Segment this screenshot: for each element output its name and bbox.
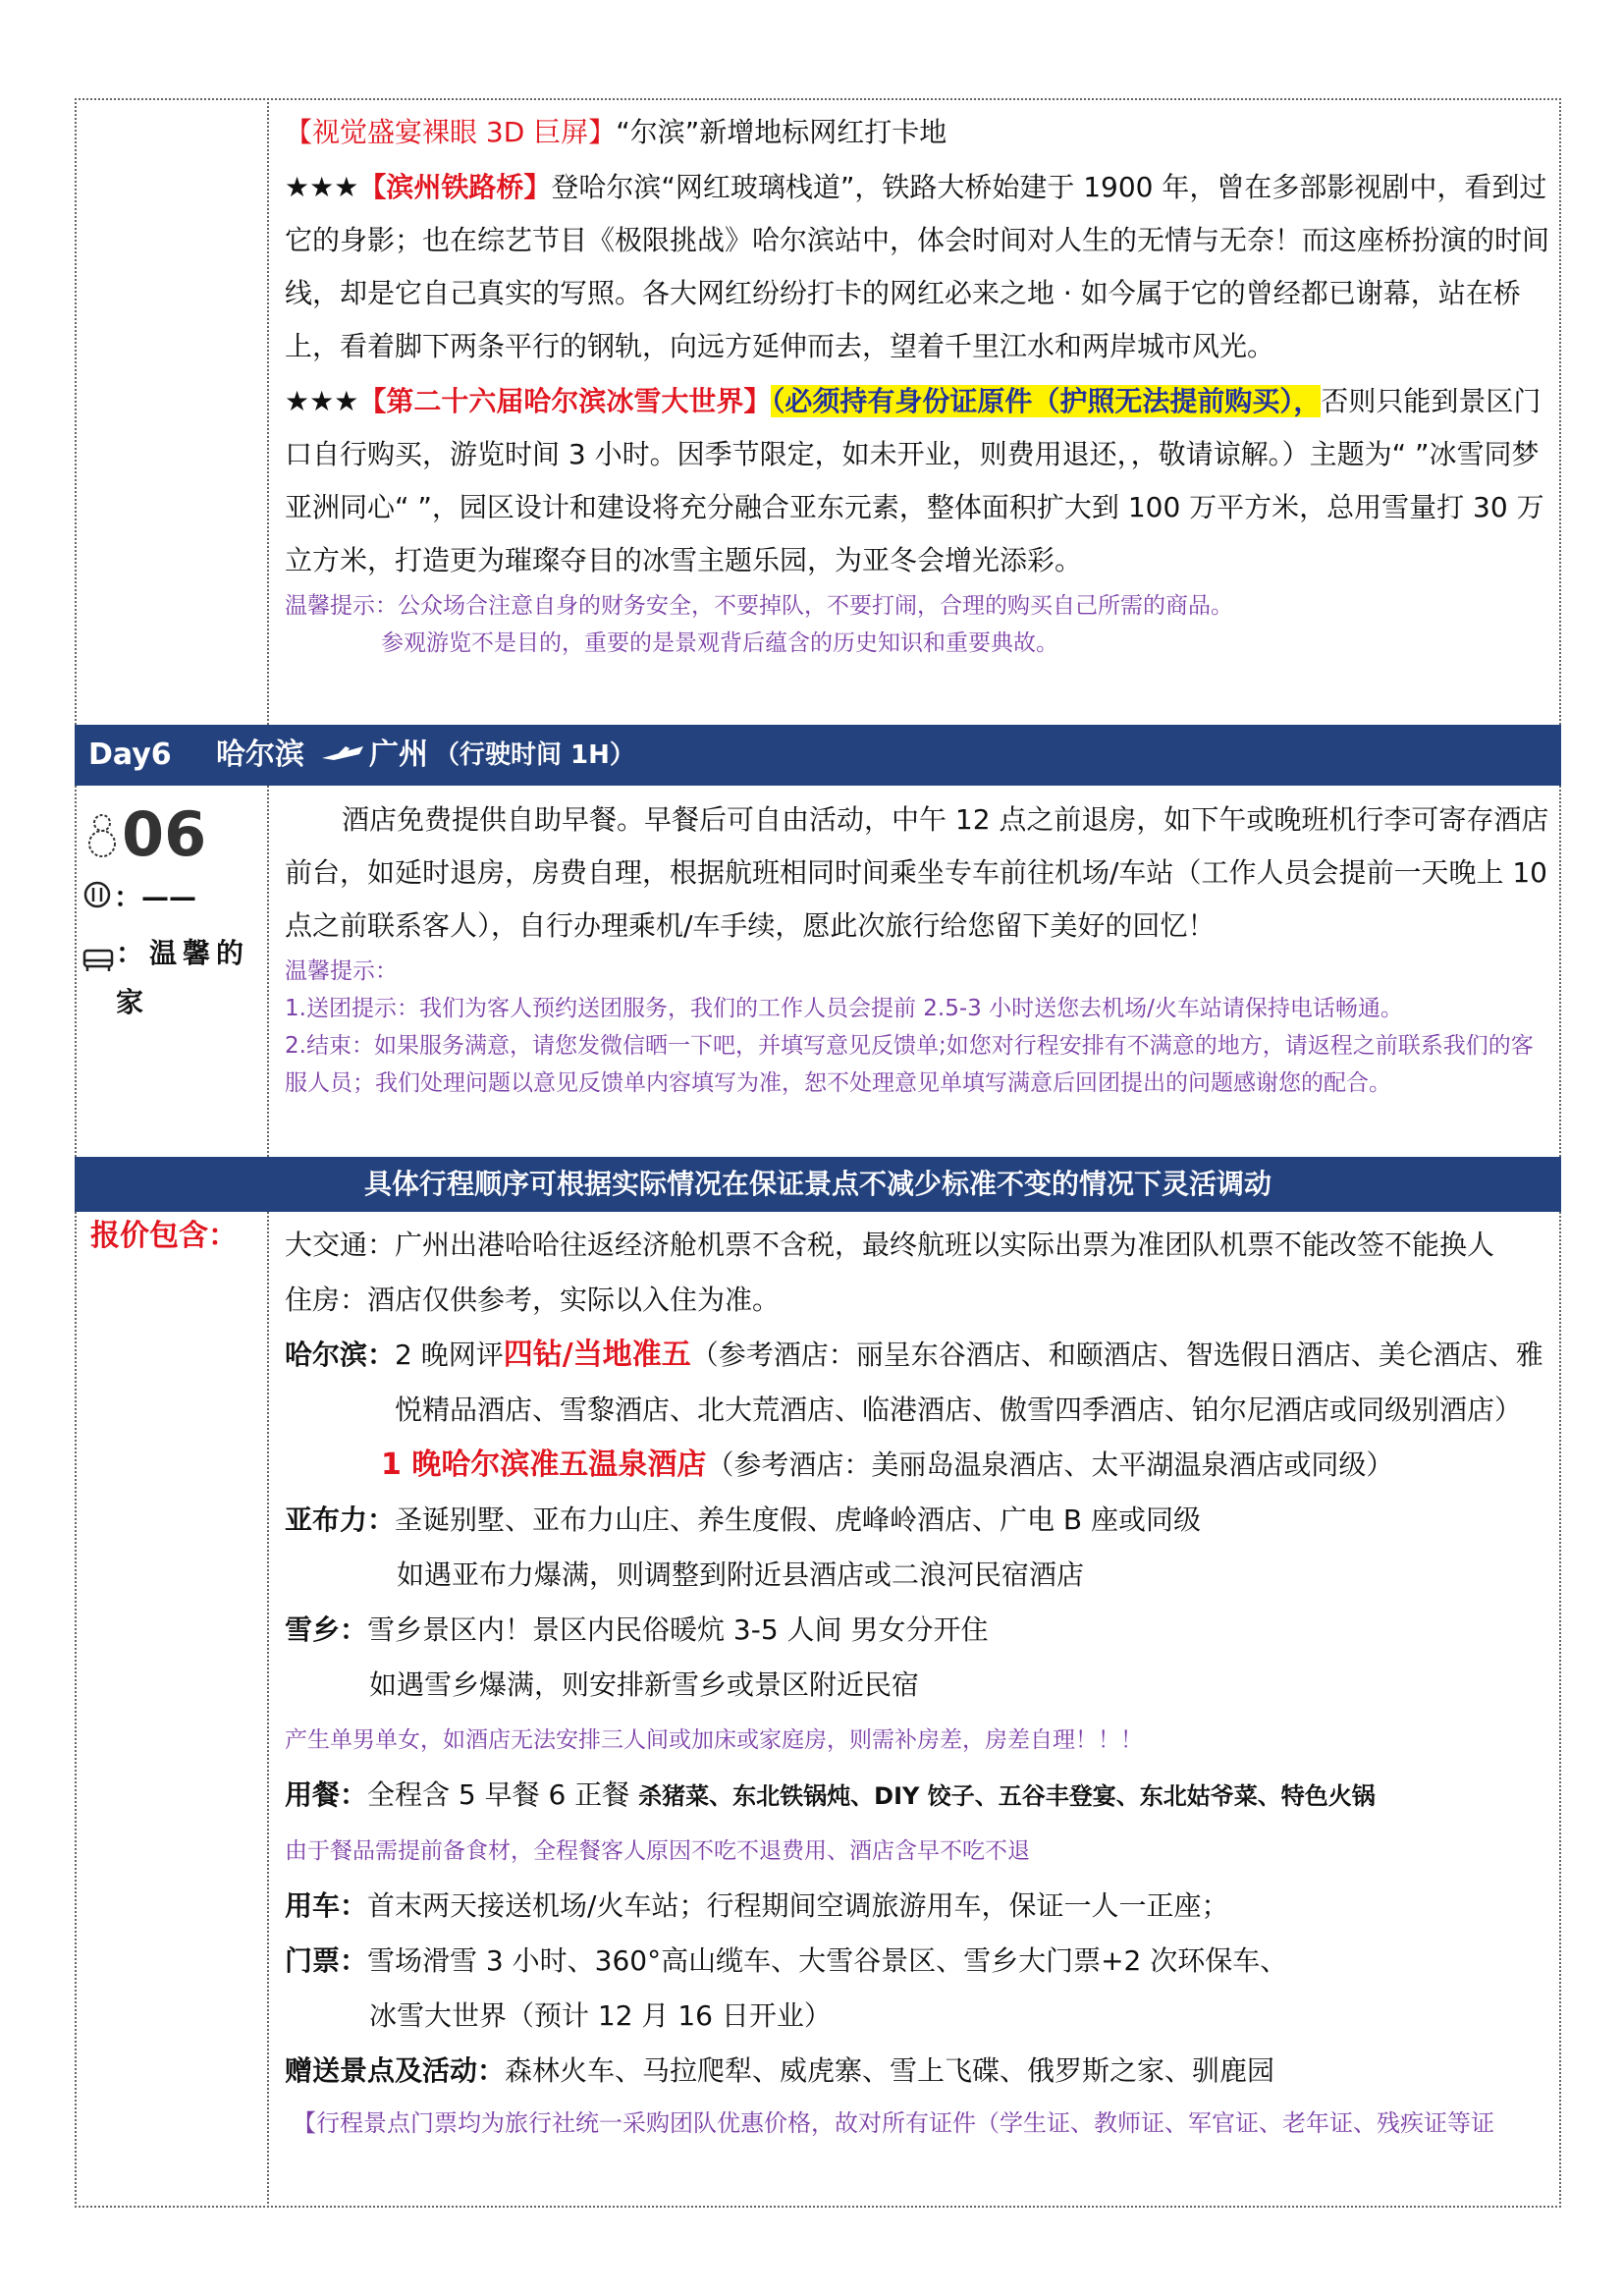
car-line: [285, 1879, 1551, 1934]
notice-bar: [75, 1157, 1561, 1212]
spring-hotel-line: [285, 1438, 1551, 1493]
day-label: Day6: [88, 738, 172, 772]
snowman-icon: [82, 809, 122, 860]
meal-dishes: 杀猪菜、东北铁锅炖、DIY 饺子、五谷丰登宴、东北姑爷菜、特色火锅: [638, 1782, 1376, 1810]
table-column-divider: [267, 786, 269, 1157]
bridge-text: 登哈尔滨“网红玻璃栈道”，铁路大桥始建于 1900 年，曾在多部影视剧中，看到过它的身影；也在综艺节目《极限挑战》哈尔滨站中，体会时间对人生的无情与无奈！而这座桥扮演的时间线，却是它自己真实的写照。各大网红纷纷打卡的网红必来之地 · 如今属于它的曾经都已谢幕，站在桥上，看着脚下两条平行的钢轨，向远方延伸而去，望着千里江水和两岸城市风光。: [285, 171, 1550, 362]
transport-line: 大交通：广州出港哈哈往返经济舱机票不含税，最终航班以实际出票为准团队机票不能改签不能换人: [285, 1229, 1495, 1261]
harbin-level: 四钻/当地准五: [503, 1338, 691, 1372]
harbin-hotel-row: [285, 1328, 1551, 1438]
table-left-border: [75, 98, 77, 725]
meal-label: ：——: [114, 881, 197, 913]
yabuli-line: [285, 1493, 1551, 1548]
spring-hotel-refs: （参考酒店：美丽岛温泉酒店、太平湖温泉酒店或同级）: [706, 1449, 1394, 1481]
ticket-text: 雪场滑雪 3 小时、360°高山缆车、大雪谷景区、雪乡大门票+2 次环保车、: [367, 1944, 1288, 1977]
bottom-note: 【行程景点门票均为旅行社统一采购团队优惠价格，故对所有证件（学生证、教师证、军官证、老年证、残疾证等证: [293, 2109, 1494, 2137]
meal-line: [285, 1768, 1551, 1824]
meal-label: 用餐：: [285, 1778, 368, 1811]
table-right-border: [1559, 98, 1561, 725]
snow-town-label: 雪乡：: [285, 1613, 368, 1646]
table-right-border: [1559, 786, 1561, 1157]
star-rating: ★★★: [285, 385, 359, 417]
yabuli-note: 如遇亚布力爆满，则调整到附近县酒店或二浪河民宿酒店: [397, 1558, 1085, 1591]
gift-label: 赠送景点及活动：: [285, 2054, 506, 2087]
tip-line-2: 参观游览不是目的，重要的是景观背后蕴含的历史知识和重要典故。: [381, 630, 1058, 656]
table-column-divider: [267, 1212, 269, 2208]
yabuli-text: 圣诞别墅、亚布力山庄、养生度假、虎峰岭酒店、广电 B 座或同级: [395, 1503, 1202, 1536]
meal-note: 由于餐品需提前备食材，全程餐客人原因不吃不退费用、酒店含早不吃不退: [285, 1838, 1030, 1864]
yabuli-label: 亚布力：: [285, 1503, 396, 1536]
screen-title: 【视觉盛宴裸眼 3D 巨屏】: [285, 116, 617, 148]
route-duration: （行驶时间 1H）: [434, 740, 635, 770]
route-from: 哈尔滨: [216, 738, 304, 772]
table-left-border: [75, 786, 77, 1157]
tip-line-1: 温馨提示：公众场合注意自身的财务安全，不要掉队，不要打闹，合理的购买自己所需的商品。: [285, 593, 1233, 619]
price-content: [285, 1218, 1551, 2148]
day6-tip-2: 2.结束：如果服务满意，请您发微信晒一下吧，并填写意见反馈单;如您对行程安排有不满意的地方，请返程之前联系我们的客服人员；我们处理问题以意见反馈单内容填写为准，恕不处理意见单填写满意后回团提出的问题感谢您的配合。: [285, 1033, 1534, 1096]
utensils-icon: [82, 880, 114, 911]
harbin-label: 哈尔滨：: [285, 1339, 396, 1371]
ice-title: 【第二十六届哈尔滨冰雪大世界】: [358, 385, 772, 417]
price-label: 报价包含：: [90, 1219, 238, 1253]
ice-paragraph: [285, 375, 1549, 587]
ice-text: 否则只能到景区门口自行购买，游览时间 3 小时。因季节限定，如未开业，则费用退还，，敬请谅解。）主题为“ ”冰雪同梦 亚洲同心“ ”，园区设计和建设将充分融合亚东元素，整体面积扩大到 100 万平方米，总用雪量打 30 万立方米，打造更为璀璨夺目的冰雪主题乐园，为亚冬会增光添彩。: [285, 385, 1544, 576]
day6-left-panel: [82, 798, 265, 1027]
ticket-line-2: 冰雪大世界（预计 12 月 16 日开业）: [369, 1999, 832, 2032]
ticket-line: [285, 1934, 1551, 1989]
notice-text: 具体行程顺序可根据实际情况在保证景点不减少标准不变的情况下灵活调动: [363, 1168, 1271, 1200]
screen-desc: “尔滨”新增地标网红打卡地: [616, 116, 947, 148]
car-text: 首末两天接送机场/火车站；行程期间空调旅游用车，保证一人一正座；: [367, 1889, 1229, 1922]
car-label: 用车：: [285, 1889, 368, 1922]
bridge-title: 【滨州铁路桥】: [358, 171, 552, 203]
day6-paragraph: 酒店免费提供自助早餐。早餐后可自由活动，中午 12 点之前退房，如下午或晚班机行李可寄存酒店前台，如延时退房，房费自理，根据航班相同时间乘坐专车前往机场/车站（工作人员会提前一天晚上 10 点之前联系客人），自行办理乘机/车手续，愿此次旅行给您留下美好的回忆！: [285, 803, 1549, 942]
day6-tip-1: 1.送团提示：我们为客人预约送团服务，我们的工作人员会提前 2.5-3 小时送您去机场/火车站请保持电话畅通。: [285, 996, 1403, 1021]
ticket-label: 门票：: [285, 1944, 368, 1977]
snow-town-note: 如遇雪乡爆满，则安排新雪乡或景区附近民宿: [369, 1668, 920, 1701]
table-top-border: [75, 98, 1561, 100]
hotel-label: ：温馨的家: [116, 937, 250, 1018]
table-bottom-border: [75, 2206, 1561, 2208]
star-rating: ★★★: [285, 171, 359, 203]
harbin-nights: 2 晚网评: [395, 1339, 504, 1371]
bed-icon: [82, 929, 116, 982]
day6-header-bar: [75, 725, 1561, 786]
attraction-block: [285, 106, 1549, 662]
gift-text: 森林火车、马拉爬犁、威虎寨、雪上飞碟、俄罗斯之家、驯鹿园: [505, 2054, 1275, 2087]
snow-town-line: [285, 1603, 1551, 1658]
day6-right-panel: [285, 793, 1551, 1102]
id-requirement-highlight: （必须持有身份证原件（护照无法提前购买），: [771, 385, 1322, 417]
table-left-border: [75, 1212, 77, 2208]
spring-hotel-name: 1 晚哈尔滨准五温泉酒店: [381, 1448, 707, 1482]
gift-line: [285, 2044, 1551, 2099]
screen-line: [285, 106, 1549, 159]
harbin-refs: （参考酒店：丽呈东谷酒店、和颐酒店、智选假日酒店、美仑酒店、雅悦精品酒店、雪黎酒店、北大荒酒店、临港酒店、傲雪四季酒店、铂尔尼酒店或同级别酒店）: [395, 1339, 1543, 1426]
bridge-paragraph: [285, 161, 1549, 373]
room-note: 产生单男单女，如酒店无法安排三人间或加床或家庭房，则需补房差，房差自理！！！: [285, 1727, 1143, 1753]
day6-tip-title: 温馨提示：: [285, 958, 398, 984]
stay-line: 住房：酒店仅供参考，实际以入住为准。: [285, 1284, 781, 1316]
table-column-divider: [267, 98, 269, 725]
snow-town-text: 雪乡景区内！景区内民俗暖炕 3-5 人间 男女分开住: [367, 1613, 989, 1646]
table-right-border: [1559, 1212, 1561, 2208]
route-to: 广州: [369, 738, 428, 772]
day-number: 06: [122, 798, 207, 870]
meal-text: 全程含 5 早餐 6 正餐: [367, 1778, 630, 1811]
